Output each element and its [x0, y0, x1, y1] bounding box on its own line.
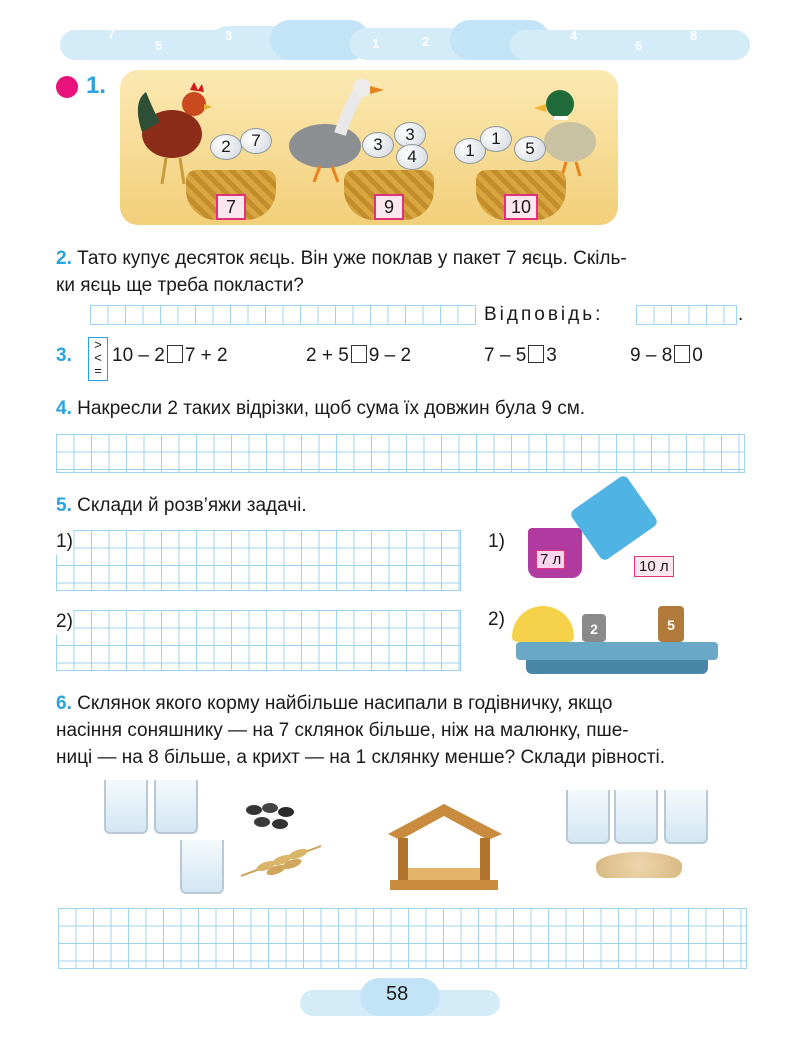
task5-grid-1[interactable]: [56, 530, 461, 591]
task4: [56, 395, 756, 422]
big-bucket-label: 10 л: [634, 556, 674, 577]
compare-box[interactable]: [528, 345, 544, 363]
cloud-number: 4: [570, 28, 578, 43]
task2-text-line2: ки яєць ще треба покласти?: [56, 275, 304, 296]
task3-sign-box: [88, 337, 108, 381]
task6-text-line1: Склянок якого корму найбільше насипали в годівничку, якщо: [77, 693, 613, 714]
task3-label: 3.: [56, 345, 72, 366]
bird-feeder-icon: [378, 800, 510, 892]
weight-icon: [658, 606, 684, 642]
task5-sub1: 1): [56, 528, 73, 555]
scale-icon: [516, 642, 718, 660]
header-cloud-band: [50, 14, 750, 64]
scale-base: [526, 660, 708, 674]
sunflower-seeds-icon: [244, 800, 304, 832]
cloud-number: 1: [372, 36, 380, 51]
task2-answer-strip[interactable]: [636, 305, 737, 325]
expr-right: 7 + 2: [184, 345, 228, 366]
task5-pic1-label: 1): [488, 531, 505, 552]
expr-left: 10 – 2: [112, 345, 165, 366]
duck-icon: [530, 80, 610, 180]
cloud-number: 8: [690, 28, 698, 43]
egg: 5: [514, 136, 546, 162]
cloud-number: 2: [422, 34, 430, 49]
egg: 2: [210, 134, 242, 160]
task6-text-line3: ниці — на 8 більше, а крихт — на 1 склянку менше? Склади рівності.: [56, 747, 665, 768]
task2: [56, 245, 756, 299]
egg: 1: [480, 126, 512, 152]
equal-sign: =: [94, 363, 102, 378]
task6-text-line2: насіння соняшнику — на 7 склянок більше, ніж на малюнку, пше-: [56, 720, 629, 741]
crumbs-pile-icon: [596, 852, 682, 878]
cheese-icon: [512, 606, 574, 642]
cloud-number: 3: [225, 28, 233, 43]
task5-pic2-label: 2): [488, 609, 505, 630]
glass-icon: [664, 790, 708, 844]
task6-label: 6.: [56, 693, 72, 714]
expr-right: 0: [692, 345, 703, 366]
big-bucket-icon: [569, 474, 659, 562]
task2-label: 2.: [56, 248, 72, 269]
weight-label: 2: [590, 621, 598, 637]
egg: 1: [454, 138, 486, 164]
task2-answer-label: Відповідь:: [484, 304, 604, 325]
task4-label: 4.: [56, 398, 72, 419]
task6: [56, 690, 752, 771]
task1-label: 1.: [86, 72, 107, 99]
comparison-item: [630, 342, 703, 369]
expr-left: 9 – 8: [630, 345, 673, 366]
weight-icon: [582, 614, 606, 642]
task5: [56, 492, 476, 519]
comparison-item: [484, 342, 557, 369]
compare-box[interactable]: [351, 345, 367, 363]
egg: 3: [362, 132, 394, 158]
egg: 3: [394, 122, 426, 148]
task6-grid[interactable]: [58, 908, 747, 969]
task4-text: Накресли 2 таких відрізки, щоб сума їх довжин була 9 см.: [77, 398, 586, 419]
expr-right: 9 – 2: [368, 345, 412, 366]
task4-grid[interactable]: [56, 434, 745, 473]
task5-grid-2[interactable]: [56, 610, 461, 671]
cloud-number: 6: [635, 38, 643, 53]
small-bucket-label: 7 л: [536, 550, 565, 569]
compare-box[interactable]: [674, 345, 690, 363]
less-sign: <: [94, 350, 102, 365]
expr-left: 7 – 5: [484, 345, 527, 366]
comparison-item: [112, 342, 228, 369]
cloud-number: 7: [108, 26, 116, 41]
task2-text-line1: Тато купує десяток яєць. Він уже поклав у пакет 7 яєць. Скіль-: [77, 248, 627, 269]
egg: 4: [396, 144, 428, 170]
page-number: 58: [386, 983, 409, 1005]
task5-sub2: 2): [56, 608, 73, 635]
task5-text: Склади й розв’яжи задачі.: [77, 495, 307, 516]
cloud-number: 5: [155, 38, 163, 53]
greater-sign: >: [94, 337, 102, 352]
task1-illustration: [120, 70, 618, 225]
expr-left: 2 + 5: [306, 345, 349, 366]
basket-label: 7: [216, 194, 246, 220]
task2-answer-end: .: [738, 304, 744, 325]
glass-icon: [614, 790, 658, 844]
task5-label: 5.: [56, 495, 72, 516]
wheat-icon: [236, 836, 326, 882]
basket-label: 9: [374, 194, 404, 220]
small-bucket-icon: [528, 528, 582, 578]
cloud-number: 0: [395, 16, 403, 31]
egg: 7: [240, 128, 272, 154]
expr-right: 3: [546, 345, 557, 366]
compare-box[interactable]: [167, 345, 183, 363]
task2-solution-strip[interactable]: [90, 305, 476, 325]
glass-icon: [180, 840, 224, 894]
cloud-shape: [510, 30, 750, 60]
glass-icon: [566, 790, 610, 844]
task1-marker: [56, 76, 78, 98]
weight-label: 5: [667, 617, 675, 633]
glass-icon: [104, 780, 148, 834]
basket-label: 10: [504, 194, 538, 220]
comparison-item: [306, 342, 411, 369]
glass-icon: [154, 780, 198, 834]
